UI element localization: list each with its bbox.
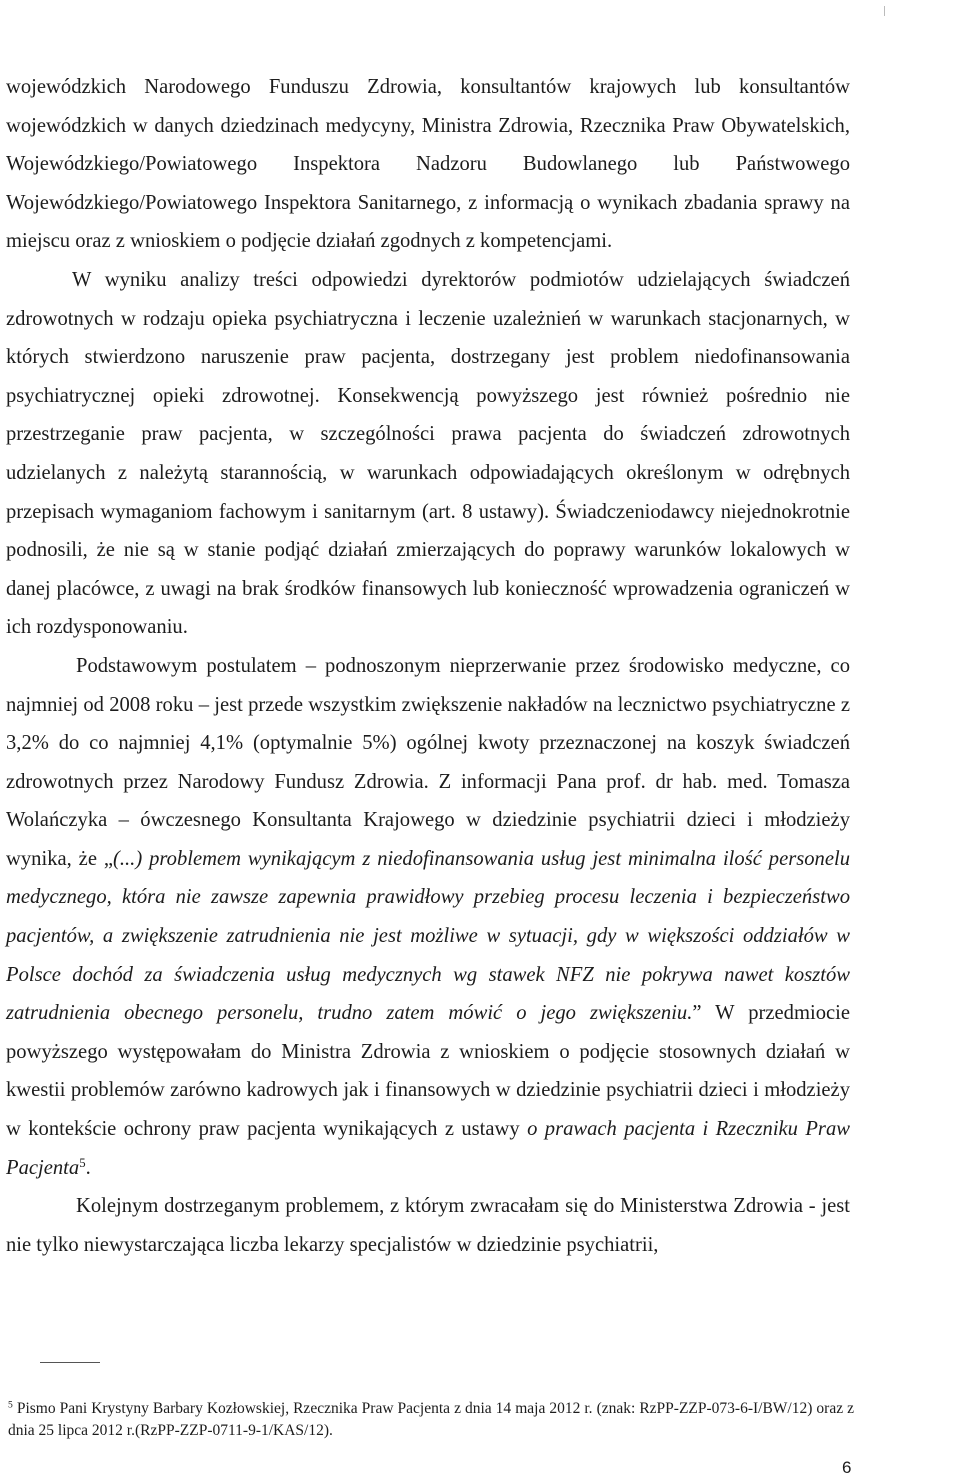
paragraph-3-intro: Podstawowym postulatem – podnoszonym nieprzerwanie przez środowisko medyczne, co najmniej od 2008 roku – jest przede wszystkim zwiększenie nakładów na lecznictwo psychiatryczne z 3,2% do co najmniej 4,1% (optymalnie 5%) ogólnej kwoty przeznaczonej na koszyk świadczeń zdrowotnych przez Narodowy Fundusz Zdrowia. Z informacji Pana prof. dr hab. med. Tomasza Wolańczyka – ówczesnego Konsultanta Krajowego w dziedzinie psychiatrii dzieci i młodzieży wynika, że „ bbox=[6, 654, 850, 870]
footnote-separator bbox=[40, 1362, 100, 1363]
body-text bbox=[6, 68, 850, 1264]
paragraph-3-continuation: ” W przedmiocie powyższego występowałam do Ministra Zdrowia z wnioskiem o podjęcie stosownych działań w kwestii problemów zarówno kadrowych jak i finansowych w dziedzinie psychiatrii dzieci i młodzieży w kontekście ochrony praw pacjenta wynikających z ustawy bbox=[6, 1002, 851, 1141]
consultant-quote: (...) problemem wynikającym z niedofinansowania usług jest minimalna ilość personelu medycznego, która nie zawsze zapewnia prawidłowy przebieg procesu leczenia i bezpieczeństwo pacjentów, a zwiększenie zatrudnienia nie jest możliwe w sytuacji, gdy w większości oddziałów w Polsce dochód za świadczenia usług medycznych wg stawek NFZ nie pokrywa nawet kosztów zatrudnienia obecnego personelu, trudno zatem mówić o jego zwiększeniu. bbox=[6, 847, 850, 1025]
paragraph-3-end: . bbox=[85, 1156, 91, 1179]
footnote bbox=[8, 1398, 854, 1442]
footnote-reference: 5 bbox=[79, 1155, 86, 1170]
paragraph-4: Kolejnym dostrzeganym problemem, z którym zwracałam się do Ministerstwa Zdrowia - jest nie tylko niewystarczająca liczba lekarzy specjalistów w dziedzinie psychiatrii, bbox=[6, 1195, 850, 1256]
page-number: 6 bbox=[842, 1458, 852, 1477]
act-title: o prawach pacjenta i Rzeczniku Praw Pacjenta bbox=[6, 1118, 850, 1179]
paragraph-3 bbox=[6, 647, 850, 1187]
paragraph-1: wojewódzkich Narodowego Funduszu Zdrowia, konsultantów krajowych lub konsultantów wojewódzkich w danych dziedzinach medycyny, Ministra Zdrowia, Rzecznika Praw Obywatelskich, Wojewódzkiego/Powiatowego Inspektora Nadzoru Budowlanego lub Państwowego Wojewódzkiego/Powiatowego Inspektora Sanitarnego, z informacją o wynikach zbadania sprawy na miejscu oraz z wnioskiem o podjęcie działań zgodnych z kompetencjami. bbox=[6, 76, 850, 253]
scan-artifact bbox=[884, 6, 885, 16]
footnote-number: 5 bbox=[8, 1399, 13, 1411]
footnote-text: Pismo Pani Krystyny Barbary Kozłowskiej, Rzecznika Praw Pacjenta z dnia 14 maja 2012 r. (znak: RzPP-ZZP-073-6-I/BW/12) oraz z dnia 25 lipca 2012 r.(RzPP-ZZP-0711-9-1/KAS/12). bbox=[8, 1400, 854, 1439]
paragraph-2: W wyniku analizy treści odpowiedzi dyrektorów podmiotów udzielających świadczeń zdrowotnych w rodzaju opieka psychiatryczna i leczenie uzależnień w warunkach stacjonarnych, w których stwierdzono naruszenie praw pacjenta, dostrzegany jest problem niedofinansowania psychiatrycznej opieki zdrowotnej. Konsekwencją powyższego jest również pośrednio nie przestrzeganie praw pacjenta, w szczególności prawa pacjenta do świadczeń zdrowotnych udzielanych z należytą starannością, w warunkach odpowiadających określonym w odrębnych przepisach wymaganiom fachowym i sanitarnym (art. 8 ustawy). Świadczeniodawcy niejednokrotnie podnosili, że nie są w stanie podjąć działań zmierzających do poprawy warunków lokalowych w danej placówce, z uwagi na brak środków finansowych lub konieczność wprowadzenia ograniczeń w ich rozdysponowaniu. bbox=[6, 268, 850, 639]
